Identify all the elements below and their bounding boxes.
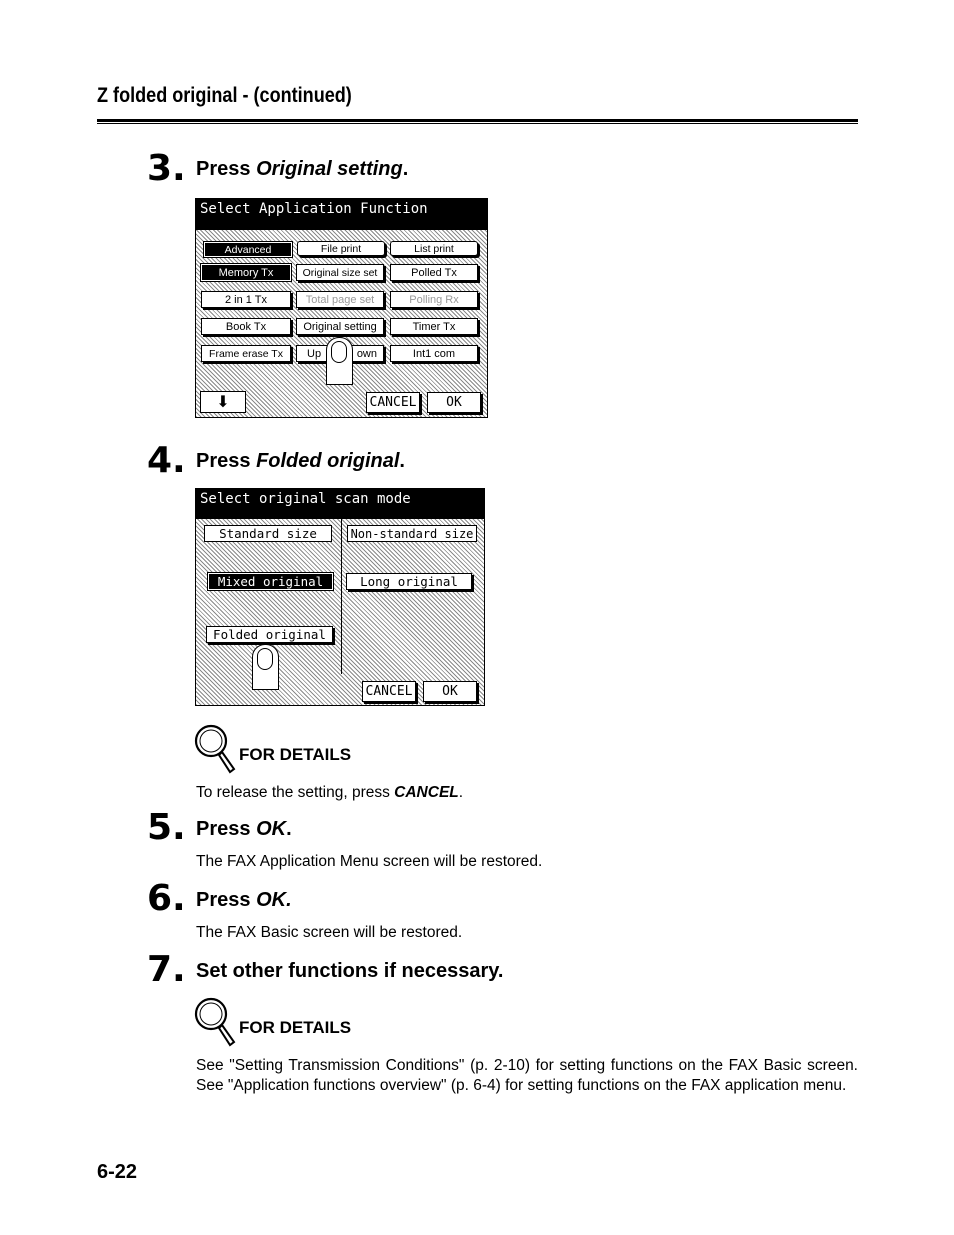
application-function-screen bbox=[195, 198, 488, 418]
memory-tx-button[interactable]: Memory Tx bbox=[201, 264, 291, 281]
polled-tx-button[interactable]: Polled Tx bbox=[390, 264, 478, 281]
step-title: Press OK. bbox=[196, 818, 292, 840]
non-standard-size-header: Non-standard size bbox=[347, 525, 477, 542]
mixed-original-button[interactable]: Mixed original bbox=[208, 573, 333, 590]
book-tx-button[interactable]: Book Tx bbox=[201, 318, 291, 335]
details-paragraph: See "Setting Transmission Conditions" (p. 2-10) for setting functions on the FAX Basic screen. See "Application functions overview" (p. 6-4) for setting functions on the FAX application menu. bbox=[196, 1057, 858, 1094]
header-rule-thin bbox=[97, 123, 858, 124]
pointing-finger-icon bbox=[326, 337, 353, 385]
polling-rx-button: Polling Rx bbox=[390, 291, 478, 308]
step-title: Press OK. bbox=[196, 889, 292, 911]
step-description: The FAX Application Menu screen will be restored. bbox=[196, 853, 543, 870]
upside-down-label-right: own bbox=[356, 347, 377, 360]
cancel-button[interactable]: CANCEL bbox=[362, 681, 416, 702]
two-in-one-tx-button[interactable]: 2 in 1 Tx bbox=[201, 291, 291, 308]
int1-com-button[interactable]: Int1 com bbox=[390, 345, 478, 362]
step-title: Press Folded original. bbox=[196, 450, 405, 472]
ok-button[interactable]: OK bbox=[427, 392, 481, 413]
standard-size-header: Standard size bbox=[204, 525, 332, 542]
pointing-finger-icon bbox=[252, 644, 279, 690]
ok-button[interactable]: OK bbox=[423, 681, 477, 702]
frame-erase-tx-button[interactable]: Frame erase Tx bbox=[201, 345, 291, 362]
magnifier-icon bbox=[192, 723, 238, 775]
long-original-button[interactable]: Long original bbox=[346, 573, 472, 590]
step-number: 3. bbox=[147, 148, 186, 189]
step-title: Press Original setting. bbox=[196, 158, 409, 180]
upside-down-label-left: Up bbox=[307, 347, 322, 360]
details-note: To release the setting, press CANCEL. bbox=[196, 784, 464, 801]
timer-tx-button[interactable]: Timer Tx bbox=[390, 318, 478, 335]
step-title: Set other functions if necessary. bbox=[196, 960, 504, 982]
tab-file-print[interactable]: File print bbox=[297, 241, 385, 256]
for-details-label: FOR DETAILS bbox=[239, 745, 352, 764]
column-divider bbox=[341, 519, 342, 674]
step-number: 6. bbox=[147, 878, 186, 919]
tab-list-print[interactable]: List print bbox=[390, 241, 478, 256]
scroll-down-arrow-icon[interactable]: ⬇ bbox=[201, 392, 245, 412]
folded-original-button[interactable]: Folded original bbox=[206, 626, 333, 643]
tab-advanced[interactable]: Advanced bbox=[204, 242, 292, 257]
step-number: 5. bbox=[147, 807, 186, 848]
scan-mode-screen bbox=[195, 488, 485, 706]
cancel-button[interactable]: CANCEL bbox=[366, 392, 420, 413]
section-title: Z folded original - (continued) bbox=[97, 84, 352, 107]
original-setting-button[interactable]: Original setting bbox=[296, 318, 384, 335]
original-size-set-button[interactable]: Original size set bbox=[296, 264, 384, 281]
for-details-label: FOR DETAILS bbox=[239, 1018, 352, 1037]
screen-title: Select original scan mode bbox=[196, 489, 484, 519]
step-number: 7. bbox=[147, 949, 186, 990]
step-description: The FAX Basic screen will be restored. bbox=[196, 924, 463, 941]
header-rule bbox=[97, 119, 858, 122]
magnifier-icon bbox=[192, 996, 238, 1048]
total-page-set-button: Total page set bbox=[296, 291, 384, 308]
step-number: 4. bbox=[147, 440, 186, 481]
page-number: 6-22 bbox=[97, 1161, 138, 1183]
screen-title: Select Application Function bbox=[196, 199, 487, 230]
